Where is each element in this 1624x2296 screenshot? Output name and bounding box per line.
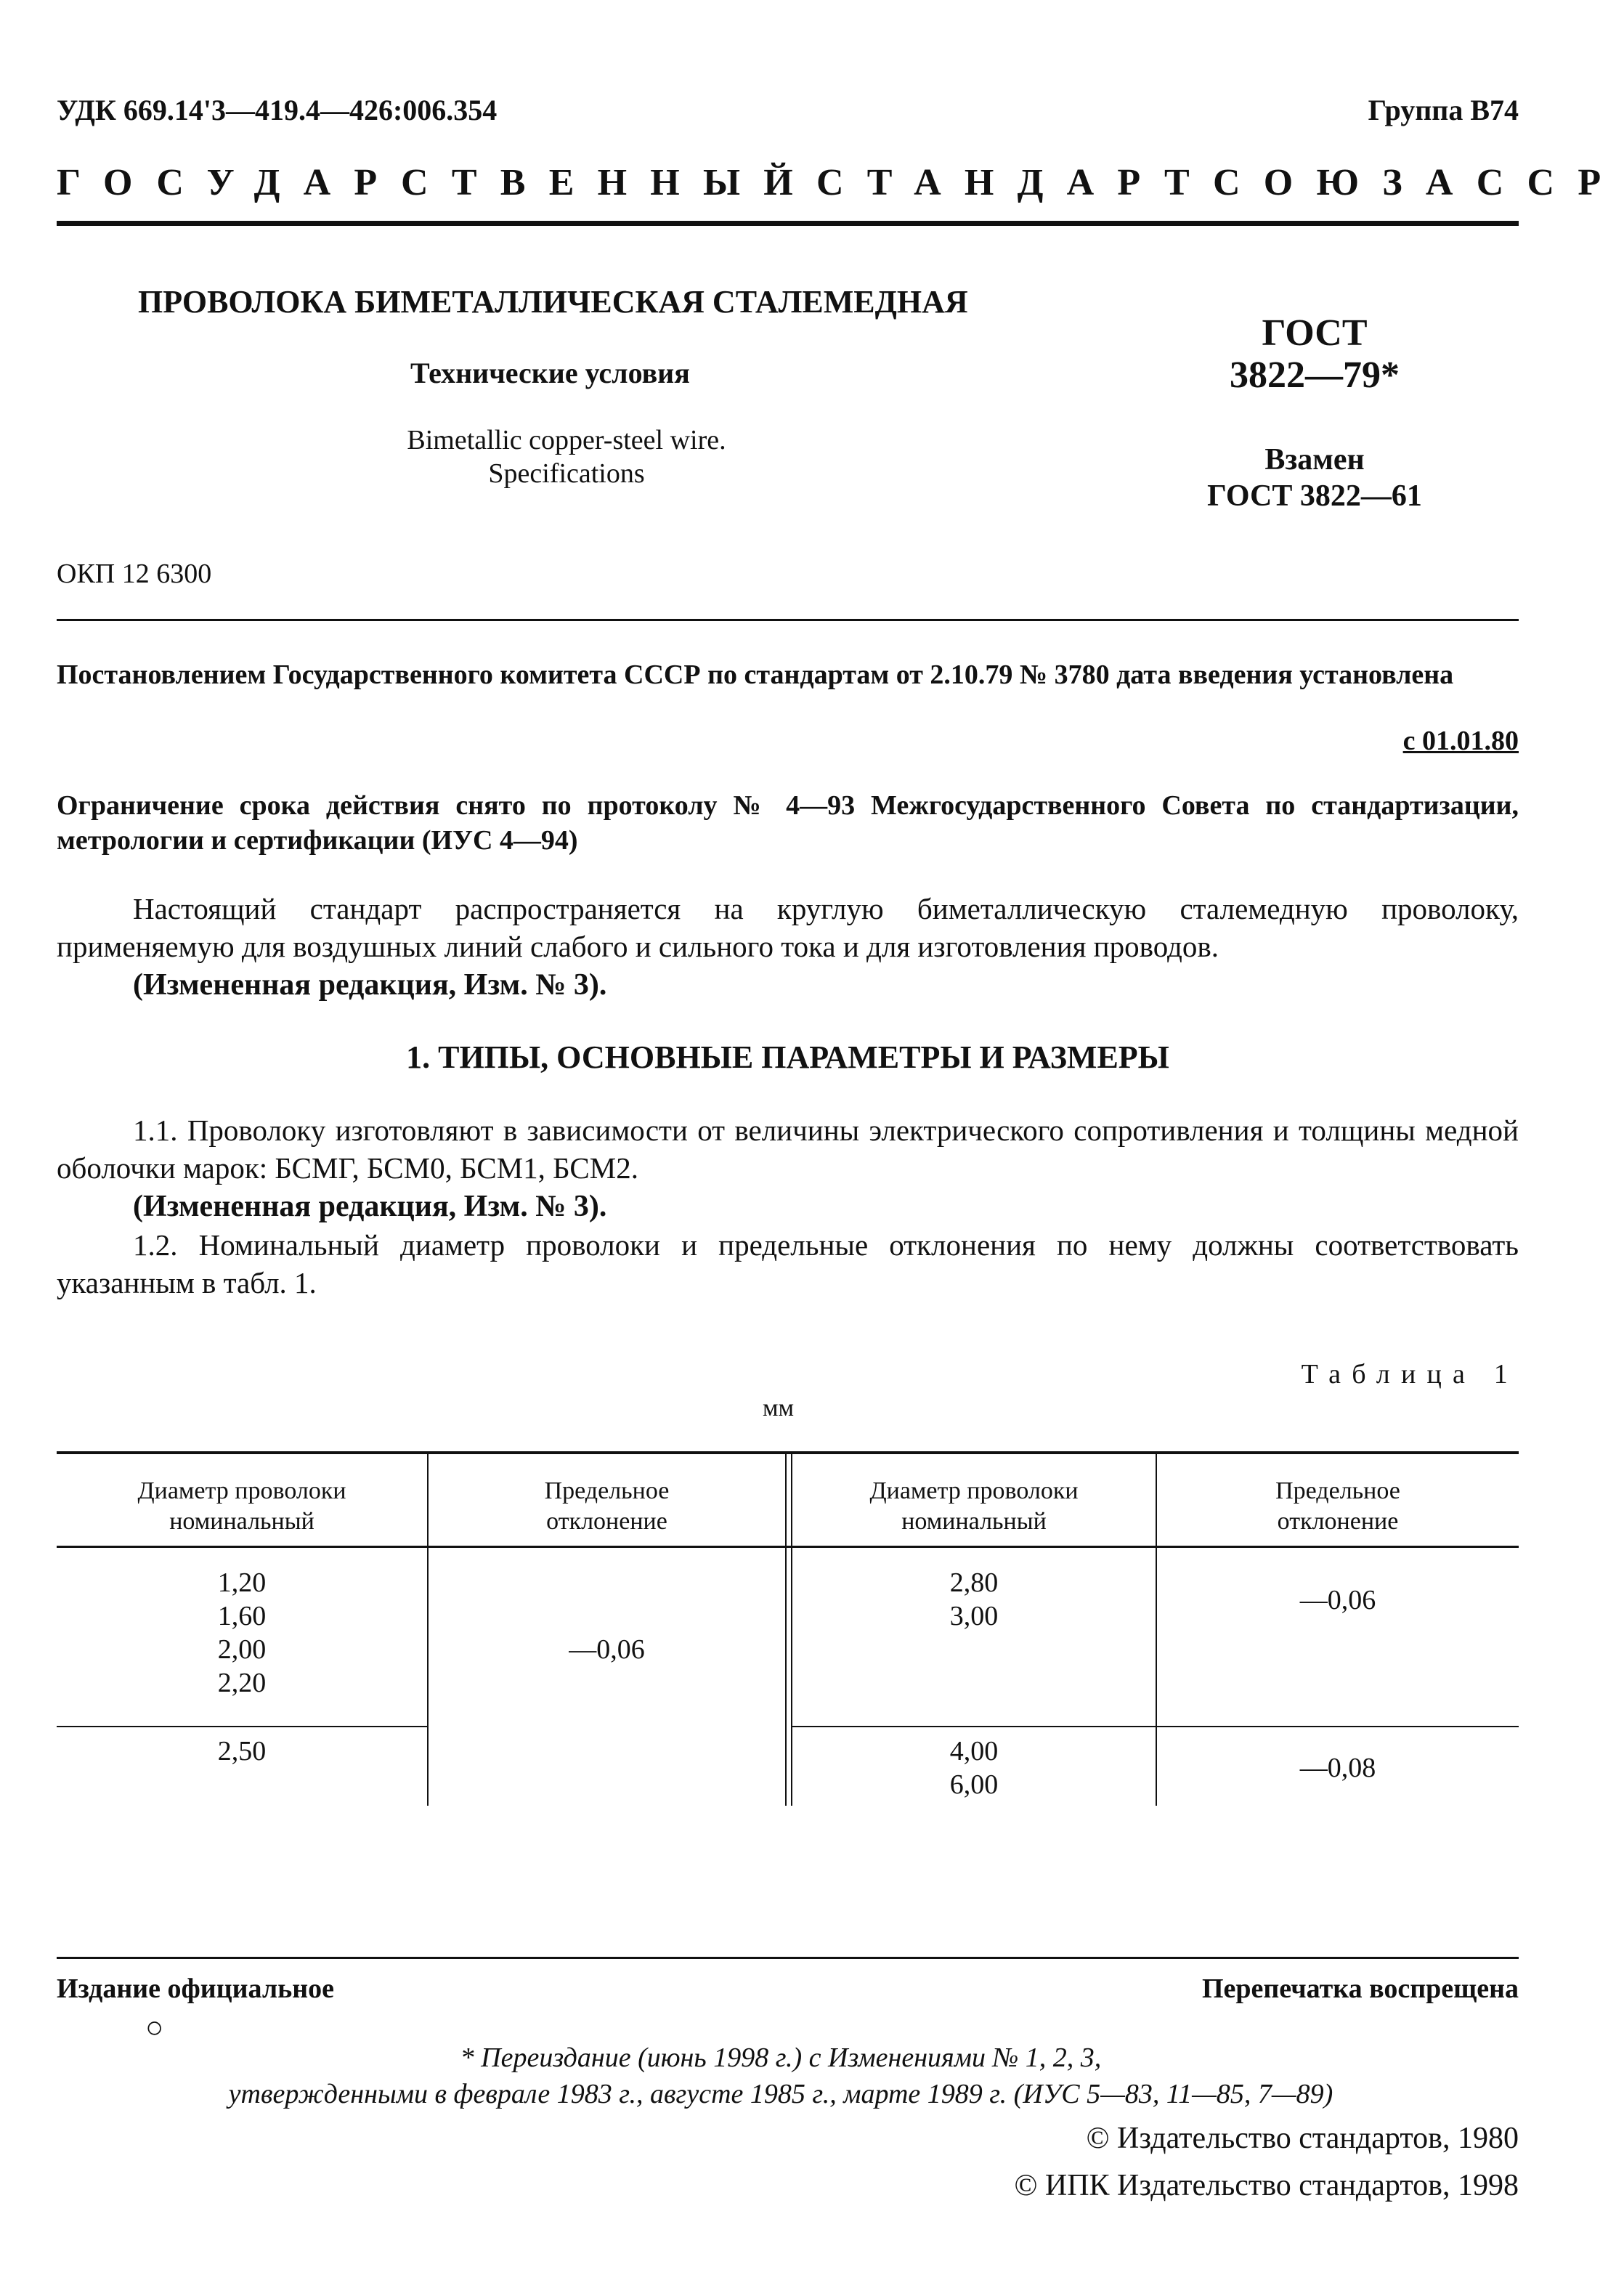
section-1-heading: 1. ТИПЫ, ОСНОВНЫЕ ПАРАМЕТРЫ И РАЗМЕРЫ: [406, 1039, 1169, 1075]
copyright-1998: © ИПК Издательство стандартов, 1998: [1014, 2169, 1519, 2202]
table-cell: 1,60: [217, 1601, 267, 1631]
replaces-number: ГОСТ 3822—61: [1207, 479, 1422, 513]
reissue-note-line-1: * Переиздание (июнь 1998 г.) с Изменениями № 1, 2, 3,: [460, 2043, 1102, 2073]
table-top-rule: [57, 1451, 1519, 1454]
table-1: [57, 1451, 1519, 1806]
table-col-rule-2a: [785, 1451, 787, 1806]
header-diameter-left: [57, 1476, 427, 1537]
group-code: Группа В74: [1368, 94, 1519, 126]
header-deviation-line-1: Предельное: [1275, 1477, 1400, 1504]
table-header-rule: [57, 1546, 1519, 1548]
reissue-note-line-2: утвержденными в феврале 1983 г., августе 1985 г., марте 1989 г. (ИУС 5—83, 11—85, 7—89): [228, 2079, 1333, 2109]
left-diameters-group-a: [57, 1566, 427, 1700]
intro-paragraph: Настоящий стандарт распространяется на круглую биметаллическую сталемедную проволоку, применяемую для воздушных линий слабого и сильного тока и для изготовления проводов.: [57, 892, 1519, 963]
clause-1-1-edit-note: (Измененная редакция, Изм. № 3).: [133, 1190, 607, 1223]
circle-mark: ○: [145, 2011, 164, 2045]
right-deviation-a: —0,06: [1299, 1585, 1376, 1615]
left-deviation: —0,06: [569, 1634, 645, 1665]
table-cell: 3,00: [949, 1601, 999, 1631]
decree-text: Постановлением Государственного комитета СССР по стандартам от 2.10.79 № 3780 дата введения установлена: [57, 660, 1454, 690]
gost-number: 3822—79*: [1230, 354, 1400, 396]
header-deviation-line-2: отклонение: [546, 1508, 667, 1535]
header-diameter-line-2: номинальный: [169, 1508, 314, 1535]
banner-word-2: СТАНДАРТ: [816, 162, 1213, 203]
header-diameter-line-1: Диаметр проволоки: [137, 1477, 346, 1504]
table-cell: 2,50: [217, 1736, 267, 1766]
table-cell: 2,80: [949, 1567, 999, 1598]
english-title-line-1: Bimetallic copper-steel wire.: [407, 425, 726, 455]
header-deviation-right: [1157, 1476, 1519, 1537]
english-title-line-2: Specifications: [488, 458, 645, 489]
document-title: ПРОВОЛОКА БИМЕТАЛЛИЧЕСКАЯ СТАЛЕМЕДНАЯ: [138, 284, 968, 320]
okp-rule: [57, 619, 1519, 621]
footer-rule: [57, 1957, 1519, 1959]
udk-code: УДК 669.14'3—419.4—426:006.354: [57, 94, 498, 126]
table-row-rule-left: [57, 1726, 427, 1727]
gost-designation: [1162, 312, 1467, 514]
banner-word-4: ССР: [1476, 162, 1624, 203]
header-deviation-left: [429, 1476, 785, 1537]
banner-word-1: ГОСУДАРСТВЕННЫЙ: [57, 162, 816, 203]
standard-banner: [57, 161, 1624, 204]
table-cell: 4,00: [949, 1736, 999, 1766]
effective-date: с 01.01.80: [1402, 726, 1519, 756]
english-title: [305, 423, 828, 490]
limitation-text: Ограничение срока действия снято по протоколу № 4—93 Межгосударственного Совета по стандартизации, метрологии и сертификации (ИУС 4—94): [57, 790, 1519, 856]
reissue-note: [109, 2040, 1453, 2112]
copyright-1980: © Издательство стандартов, 1980: [1086, 2122, 1519, 2155]
gost-label: ГОСТ: [1262, 312, 1368, 354]
table-units: мм: [763, 1395, 795, 1421]
reprint-prohibited-label: Перепечатка воспрещена: [1201, 1973, 1519, 2004]
banner-word-3: СОЮЗА: [1212, 162, 1477, 203]
clause-1-1: 1.1. Проволоку изготовляют в зависимости от величины электрического сопротивления и толщины медной оболочки марок: БСМГ, БСМ0, БСМ1, БСМ2.: [57, 1113, 1519, 1185]
header-diameter-line-1: Диаметр проволоки: [869, 1477, 1079, 1504]
replaces-label: Взамен: [1264, 443, 1365, 476]
banner-rule: [57, 221, 1519, 226]
table-caption: Таблица 1: [1301, 1359, 1519, 1390]
table-cell: 6,00: [949, 1769, 999, 1800]
table-cell: 1,20: [217, 1567, 267, 1598]
intro-edit-note: (Измененная редакция, Изм. № 3).: [133, 968, 607, 1002]
header-deviation-line-2: отклонение: [1277, 1508, 1399, 1535]
table-cell: 2,20: [217, 1668, 267, 1698]
right-diameters-group-a: [792, 1566, 1156, 1633]
document-subtitle: Технические условия: [410, 357, 690, 389]
header-deviation-line-1: Предельное: [544, 1477, 670, 1504]
okp-code: ОКП 12 6300: [57, 559, 212, 589]
official-edition-label: Издание официальное: [57, 1973, 335, 2004]
right-diameters-group-b: [792, 1735, 1156, 1801]
table-cell: 2,00: [217, 1634, 267, 1665]
clause-1-2: 1.2. Номинальный диаметр проволоки и предельные отклонения по нему должны соответствовать указанным в табл. 1.: [57, 1228, 1519, 1299]
header-diameter-right: [792, 1476, 1156, 1537]
header-diameter-line-2: номинальный: [901, 1508, 1047, 1535]
right-deviation-b: —0,08: [1299, 1753, 1376, 1783]
